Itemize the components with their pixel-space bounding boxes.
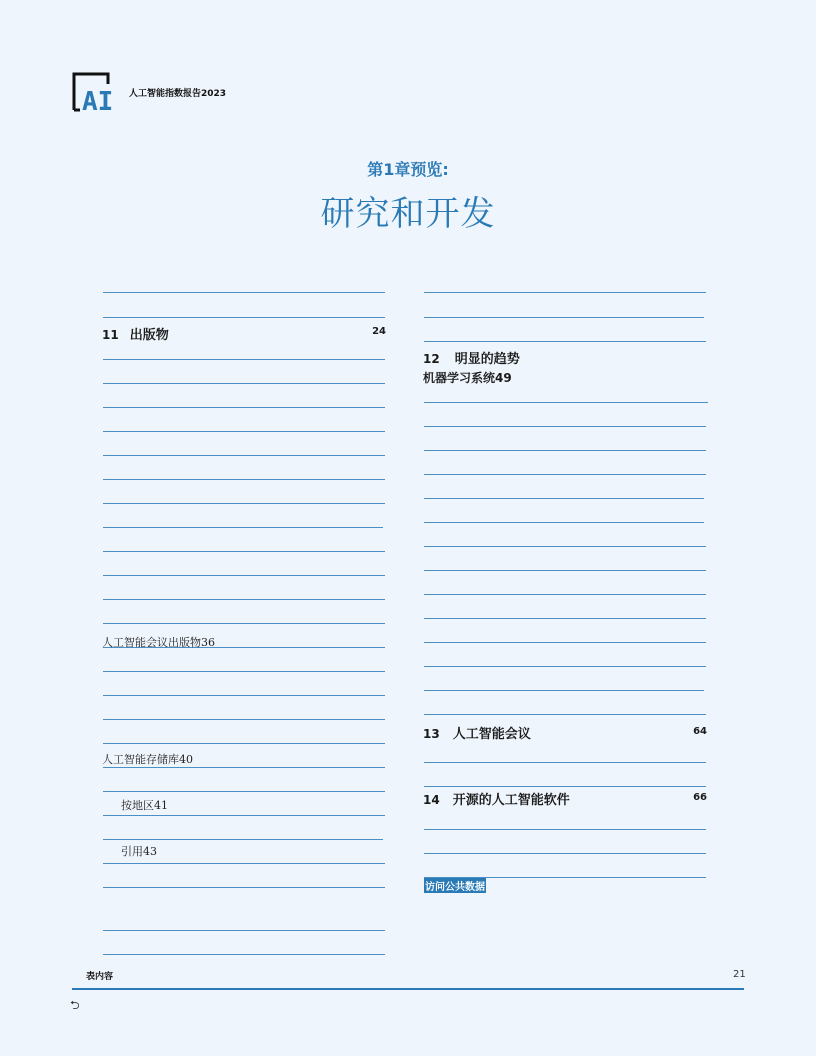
chapter-label: 第1章预览: (367, 160, 449, 179)
toc-section-12[interactable] (423, 348, 707, 386)
divider (103, 359, 385, 360)
section-title: 明显的趋势 (454, 352, 520, 367)
divider (424, 546, 706, 547)
divider (424, 714, 706, 715)
section-title: 开源的人工智能软件 (452, 793, 570, 808)
divider (103, 407, 385, 408)
divider (424, 292, 706, 293)
divider (103, 575, 385, 576)
divider (103, 719, 385, 720)
toc-entry-conf-publications[interactable]: 人工智能会议出版物36 (102, 636, 215, 649)
divider (103, 887, 385, 888)
divider (103, 527, 383, 528)
divider (103, 503, 385, 504)
divider (103, 743, 385, 744)
toc-section-11[interactable] (102, 324, 386, 343)
divider (103, 431, 385, 432)
page-number: 21 (733, 969, 746, 980)
divider (424, 690, 704, 691)
toc-section-14[interactable] (423, 789, 707, 808)
chapter-title: 研究和开发 (320, 194, 496, 234)
divider (424, 570, 706, 571)
divider (424, 594, 706, 595)
divider (424, 426, 706, 427)
divider (424, 642, 706, 643)
divider (103, 815, 385, 816)
divider (103, 839, 383, 840)
divider (424, 853, 706, 854)
section-page: 66 (693, 792, 707, 803)
report-title: 人工智能指数报告2023 (129, 89, 227, 99)
section-number: 12 (423, 352, 440, 366)
divider (103, 930, 385, 931)
footer-divider (72, 988, 744, 990)
divider (103, 695, 385, 696)
divider (103, 623, 385, 624)
divider (103, 671, 385, 672)
divider (424, 402, 708, 403)
divider (424, 829, 706, 830)
divider (424, 522, 704, 523)
section-page: 24 (372, 326, 386, 337)
section-number: 11 (102, 328, 119, 342)
toc-section-13[interactable] (423, 723, 707, 742)
divider (424, 498, 704, 499)
divider (103, 383, 385, 384)
logo-icon (72, 72, 118, 112)
section-subtitle: 机器学习系统49 (423, 371, 512, 385)
divider (424, 341, 706, 342)
divider (424, 474, 706, 475)
section-page: 64 (693, 726, 707, 737)
section-number: 14 (423, 793, 440, 807)
divider (103, 455, 385, 456)
divider (103, 317, 385, 318)
divider (103, 479, 385, 480)
section-title: 人工智能会议 (452, 727, 531, 742)
section-number: 13 (423, 727, 440, 741)
toc-entry-repositories[interactable]: 人工智能存储库40 (102, 753, 193, 766)
divider (103, 954, 385, 955)
ai-index-logo (72, 72, 118, 112)
divider (424, 618, 706, 619)
back-arrow-icon[interactable]: ⮌ (70, 998, 80, 1012)
divider (424, 666, 706, 667)
divider (424, 762, 706, 763)
toc-entry-by-region[interactable]: 按地区41 (121, 799, 168, 812)
divider (103, 551, 385, 552)
toc-entry-citations[interactable]: 引用43 (121, 845, 157, 858)
divider (103, 863, 385, 864)
svg-text:AI: AI (82, 87, 114, 112)
section-title: 出版物 (129, 328, 169, 343)
divider (103, 599, 385, 600)
divider (424, 450, 706, 451)
divider (103, 767, 385, 768)
table-of-contents-link[interactable]: 表内容 (86, 972, 114, 982)
divider (424, 786, 706, 787)
divider (103, 791, 385, 792)
public-data-link[interactable]: 访问公共数据 (424, 878, 486, 893)
divider (103, 292, 385, 293)
divider (424, 317, 704, 318)
